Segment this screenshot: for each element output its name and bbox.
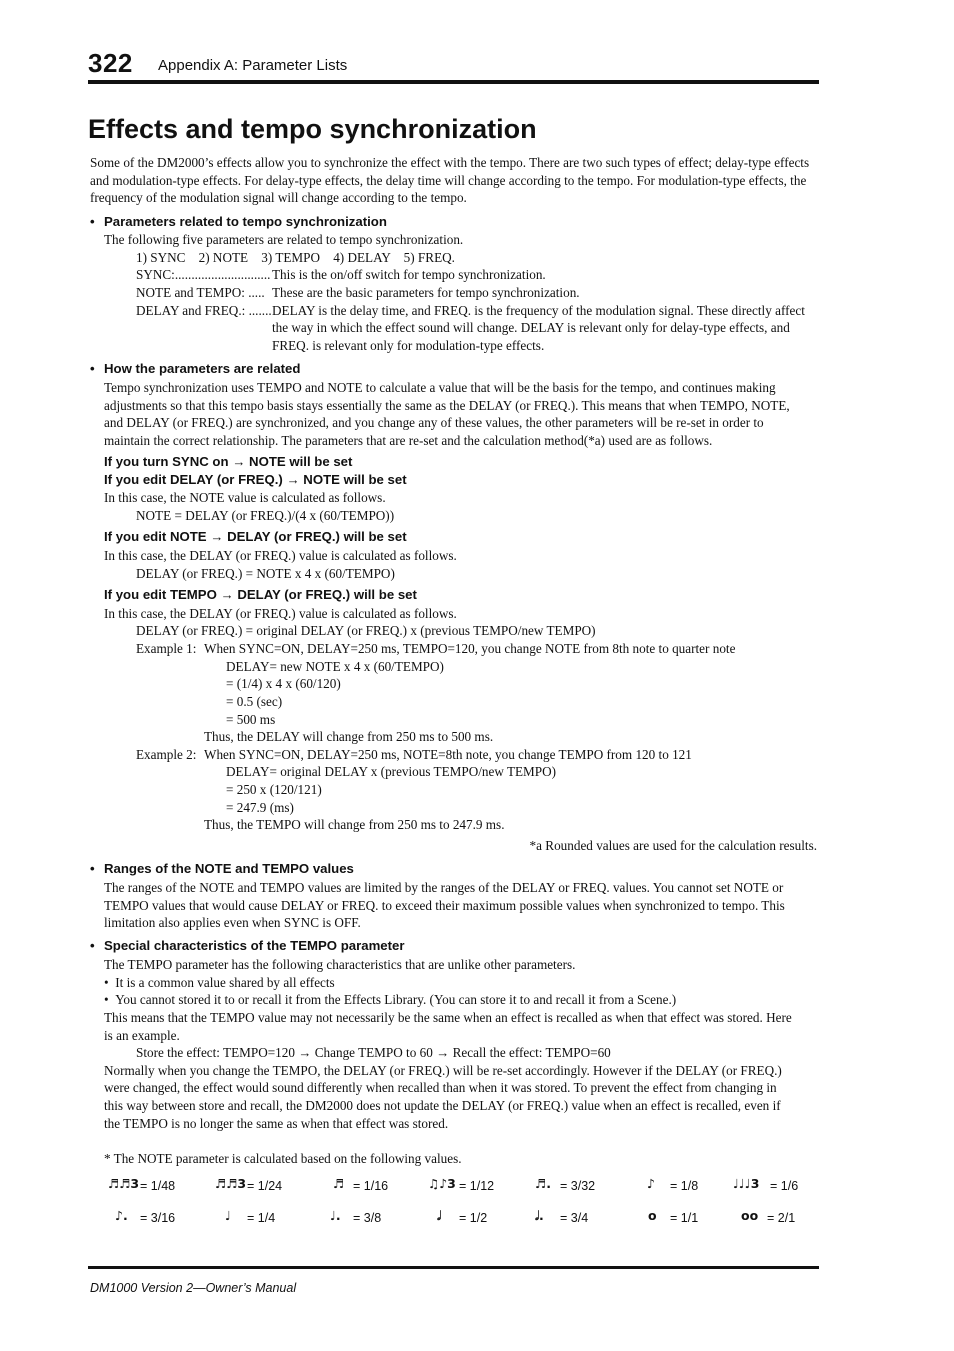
section-heading-text: Ranges of the NOTE and TEMPO values — [104, 861, 354, 876]
text-line: Tempo synchronization uses TEMPO and NOTE to calculate a value that will be the basis for the tempo, and continues making — [104, 380, 776, 395]
parameter-list: 1) SYNC 2) NOTE 3) TEMPO 4) DELAY 5) FREQ. — [136, 250, 455, 265]
dotted-eighth-note-icon: ♪. — [115, 1208, 128, 1223]
quarter-note-icon: ♩ — [225, 1208, 231, 1223]
definition-desc: FREQ. is relevant only for modulation-type effects. — [272, 338, 545, 353]
text-line: Normally when you change the TEMPO, the DELAY (or FREQ.) will be re-set accordingly. However if the DELAY (or FREQ.) — [104, 1063, 782, 1078]
subheading: If you turn SYNC on → NOTE will be set — [104, 454, 353, 469]
intro-paragraph: Some of the DM2000’s effects allow you to synchronize the effect with the tempo. There are two such types of effect; delay-type effects and modulation-type effects. For delay-type effects, the delay time will change according to the tempo. For modulation-type effects, the frequency of the modulation signal will change according to the tempo. — [90, 155, 810, 206]
formula: = 500 ms — [226, 712, 276, 727]
text-line: The following five parameters are related to tempo synchronization. — [104, 232, 464, 247]
note-value-label: = 1/6 — [770, 1179, 799, 1193]
text-line: were changed, the effect would sound differently when recalled than when it was stored. To prevent the effect from changing in — [104, 1080, 777, 1095]
note-value-label: = 1/16 — [353, 1179, 389, 1193]
text-line: The ranges of the NOTE and TEMPO values are limited by the ranges of the DELAY or FREQ. values. You cannot set NOTE or — [104, 880, 784, 895]
text-line: In this case, the DELAY (or FREQ.) value is calculated as follows. — [104, 606, 457, 621]
subheading: If you edit NOTE → DELAY (or FREQ.) will be set — [104, 529, 407, 544]
dotted-quarter-note-icon: ♩. — [330, 1208, 341, 1223]
formula: = 250 x (120/121) — [226, 782, 322, 797]
example-result: Thus, the DELAY will change from 250 ms to 500 ms. — [204, 729, 494, 744]
note-value-label: = 1/4 — [247, 1211, 276, 1225]
dotted-sixteenth-note-icon: ♬. — [535, 1176, 551, 1191]
whole-note-icon: o — [648, 1208, 657, 1223]
definition-term: SYNC:............................. — [136, 267, 271, 282]
list-item-text: It is a common value shared by all effects — [115, 975, 335, 990]
footer-rule — [88, 1266, 819, 1269]
formula: = 247.9 (ms) — [226, 800, 294, 815]
sixteenth-triplet-icon: ♬♬3 — [108, 1176, 140, 1191]
text-line: this way between store and recall, the DM2000 does not update the DELAY (or FREQ.) value when an effect is recalled, even if — [104, 1098, 781, 1113]
sixteenth-note-icon: ♬ — [333, 1176, 345, 1191]
note-value-label: = 3/32 — [560, 1179, 596, 1193]
note-value-label: = 3/4 — [560, 1211, 589, 1225]
definition-term: DELAY and FREQ.: ....... — [136, 303, 272, 318]
subheading: If you edit TEMPO → DELAY (or FREQ.) will be set — [104, 587, 417, 602]
formula: DELAY= new NOTE x 4 x (60/TEMPO) — [226, 659, 444, 674]
text-line: maintain the correct relationship. The parameters that are re-set and the calculation method(*a) used are as follows. — [104, 433, 713, 448]
definition-desc: the way in which the effect sound will change. DELAY is relevant only for delay-type effects, and — [272, 320, 790, 335]
example-label: Example 1: — [136, 641, 197, 656]
note-value-label: = 1/48 — [140, 1179, 176, 1193]
section-heading-text: Special characteristics of the TEMPO parameter — [104, 938, 405, 953]
formula: DELAY= original DELAY x (previous TEMPO/new TEMPO) — [226, 764, 557, 779]
header-rule — [88, 80, 819, 84]
example-text: When SYNC=ON, DELAY=250 ms, TEMPO=120, you change NOTE from 8th note to quarter note — [204, 641, 736, 656]
section-heading: • Ranges of the NOTE and TEMPO values — [90, 861, 354, 876]
section-heading: • Parameters related to tempo synchronization — [90, 214, 387, 229]
double-whole-note-icon: oo — [741, 1208, 759, 1223]
example-text: When SYNC=ON, DELAY=250 ms, NOTE=8th note, you change TEMPO from 120 to 121 — [204, 747, 692, 762]
list-item — [104, 974, 335, 992]
section-heading: • How the parameters are related — [90, 361, 301, 376]
formula: = 0.5 (sec) — [226, 694, 283, 709]
example-label: Example 2: — [136, 747, 197, 762]
example-result: Thus, the TEMPO will change from 250 ms to 247.9 ms. — [204, 817, 505, 832]
text-line: This means that the TEMPO value may not necessarily be the same when an effect is recalled as when that effect was stored. Here — [104, 1010, 792, 1025]
note-value-label: = 2/1 — [767, 1211, 796, 1225]
header-section-title: Appendix A: Parameter Lists — [158, 57, 348, 74]
text-line: and DELAY (or FREQ.) are synchronized, and you change any of these values, the other parameters will be re-set in order to — [104, 415, 764, 430]
definition-desc: These are the basic parameters for tempo synchronization. — [272, 285, 580, 300]
text-line: adjustments so that this tempo basis stays essentially the same as the DELAY (or FREQ.). This means that when TEMPO, NOTE, — [104, 398, 790, 413]
text-line: In this case, the DELAY (or FREQ.) value is calculated as follows. — [104, 548, 457, 563]
sixteenth-triplet-icon: ♬♬3 — [215, 1176, 247, 1191]
note-value-label: = 1/12 — [459, 1179, 495, 1193]
definition-term: NOTE and TEMPO: ..... — [136, 285, 265, 300]
note-value-label: = 3/16 — [140, 1211, 176, 1225]
section-heading-text: How the parameters are related — [104, 361, 301, 376]
note-value-label: = 1/1 — [670, 1211, 699, 1225]
quarter-triplet-icon: ♩♩♩3 — [733, 1176, 760, 1191]
section-heading: • Special characteristics of the TEMPO parameter — [90, 938, 405, 953]
example-text: Store the effect: TEMPO=120 → Change TEMPO to 60 → Recall the effect: TEMPO=60 — [136, 1045, 611, 1060]
definition-desc: DELAY is the delay time, and FREQ. is the frequency of the modulation signal. These directly affect — [272, 303, 805, 318]
footer-text: DM1000 Version 2—Owner’s Manual — [90, 1281, 297, 1295]
section-heading-text: Parameters related to tempo synchronization — [104, 214, 387, 229]
note-value-label: = 1/8 — [670, 1179, 699, 1193]
formula: DELAY (or FREQ.) = NOTE x 4 x (60/TEMPO) — [136, 566, 395, 581]
eighth-triplet-icon: ♫♪3 — [428, 1176, 456, 1191]
note-value-label: = 3/8 — [353, 1211, 382, 1225]
text-line: is an example. — [104, 1028, 180, 1043]
page-title: Effects and tempo synchronization — [88, 114, 537, 144]
text-line: TEMPO values that would cause DELAY or FREQ. to exceed their maximum possible values when synchronized to tempo. This — [104, 898, 785, 913]
formula: NOTE = DELAY (or FREQ.)/(4 x (60/TEMPO)) — [136, 508, 395, 523]
half-note-icon: 𝅗𝅥 — [437, 1208, 441, 1223]
text-line: In this case, the NOTE value is calculated as follows. — [104, 490, 386, 505]
dotted-half-note-icon: 𝅗𝅥. — [535, 1208, 544, 1223]
eighth-note-icon: ♪ — [647, 1176, 655, 1191]
subheading: If you edit DELAY (or FREQ.) → NOTE will be set — [104, 472, 407, 487]
list-item-text: You cannot stored it to or recall it from the Effects Library. (You can store it to and recall it from a Scene.) — [115, 992, 677, 1007]
bullet-dot: • — [104, 992, 116, 1007]
bullet-dot: • — [104, 975, 116, 990]
note-value-label: = 1/24 — [247, 1179, 283, 1193]
text-line: The TEMPO parameter has the following characteristics that are unlike other parameters. — [104, 957, 576, 972]
definition-desc: This is the on/off switch for tempo synchronization. — [272, 267, 546, 282]
note-value-label: = 1/2 — [459, 1211, 488, 1225]
note-values-row-1 — [0, 1178, 954, 1198]
calculation-footnote: *a Rounded values are used for the calculation results. — [529, 838, 817, 853]
note-values-caption: * The NOTE parameter is calculated based on the following values. — [104, 1151, 462, 1166]
note-values-row-2 — [0, 1210, 954, 1230]
formula: = (1/4) x 4 x (60/120) — [226, 676, 341, 691]
formula: DELAY (or FREQ.) = original DELAY (or FREQ.) x (previous TEMPO/new TEMPO) — [136, 623, 596, 638]
text-line: limitation also applies even when SYNC is OFF. — [104, 915, 361, 930]
list-item — [104, 991, 676, 1009]
text-line: the TEMPO is no longer the same as when that effect was stored. — [104, 1116, 449, 1131]
page-number: 322 — [88, 48, 133, 78]
